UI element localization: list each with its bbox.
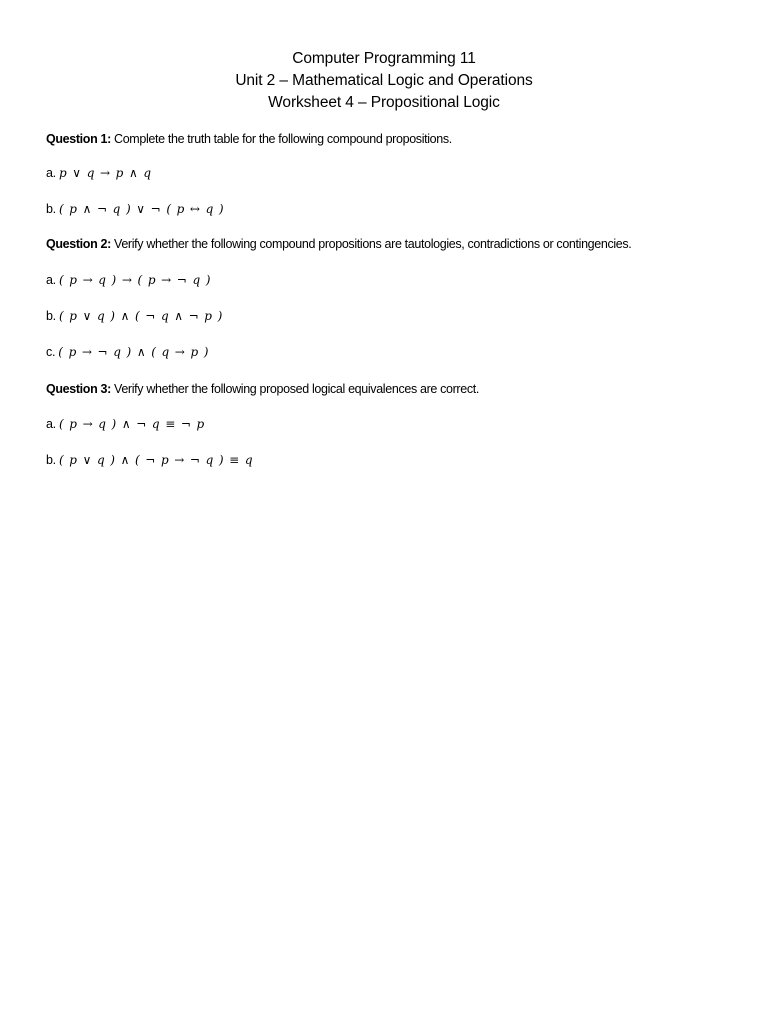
question-1 (46, 130, 452, 148)
question-3-item-b (46, 451, 253, 469)
unit-title: Unit 2 – Mathematical Logic and Operations (235, 72, 533, 89)
question-3-item-a (46, 415, 205, 433)
item-label: a. (46, 273, 59, 287)
logic-expression: ( p ∨ q ) ∧ ( ¬ p → ¬ q ) ≡ q (59, 453, 253, 467)
worksheet-header (0, 48, 768, 114)
item-label: b. (46, 202, 59, 216)
question-2-label: Question 2: (46, 237, 111, 251)
question-1-text: Complete the truth table for the following compound propositions. (110, 132, 452, 146)
question-1-item-a (46, 164, 151, 182)
question-2-item-a (46, 271, 211, 289)
logic-expression: ( p → q ) → ( p → ¬ q ) (59, 273, 211, 287)
logic-expression: p ∨ q → p ∧ q (59, 166, 152, 180)
question-1-label: Question 1: (46, 132, 111, 146)
logic-expression: ( p ∧ ¬ q ) ∨ ¬ ( p ↔ q ) (59, 202, 224, 216)
question-3-text: Verify whether the following proposed logical equivalences are correct. (110, 382, 479, 396)
question-2-text: Verify whether the following compound propositions are tautologies, contradictions or contingencies. (110, 237, 632, 251)
item-label: b. (46, 453, 59, 467)
worksheet-title: Worksheet 4 – Propositional Logic (268, 94, 500, 111)
item-label: a. (46, 166, 59, 180)
course-title: Computer Programming 11 (292, 50, 476, 67)
logic-expression: ( p → q ) ∧ ¬ q ≡ ¬ p (59, 417, 205, 431)
question-2-item-c (46, 343, 209, 361)
item-label: a. (46, 417, 59, 431)
item-label: c. (46, 345, 59, 359)
question-3 (46, 380, 479, 398)
item-label: b. (46, 309, 59, 323)
logic-expression: ( p → ¬ q ) ∧ ( q → p ) (58, 345, 209, 359)
question-1-item-b (46, 200, 224, 218)
question-2 (46, 235, 631, 253)
logic-expression: ( p ∨ q ) ∧ ( ¬ q ∧ ¬ p ) (59, 309, 223, 323)
question-3-label: Question 3: (46, 382, 111, 396)
question-2-item-b (46, 307, 223, 325)
